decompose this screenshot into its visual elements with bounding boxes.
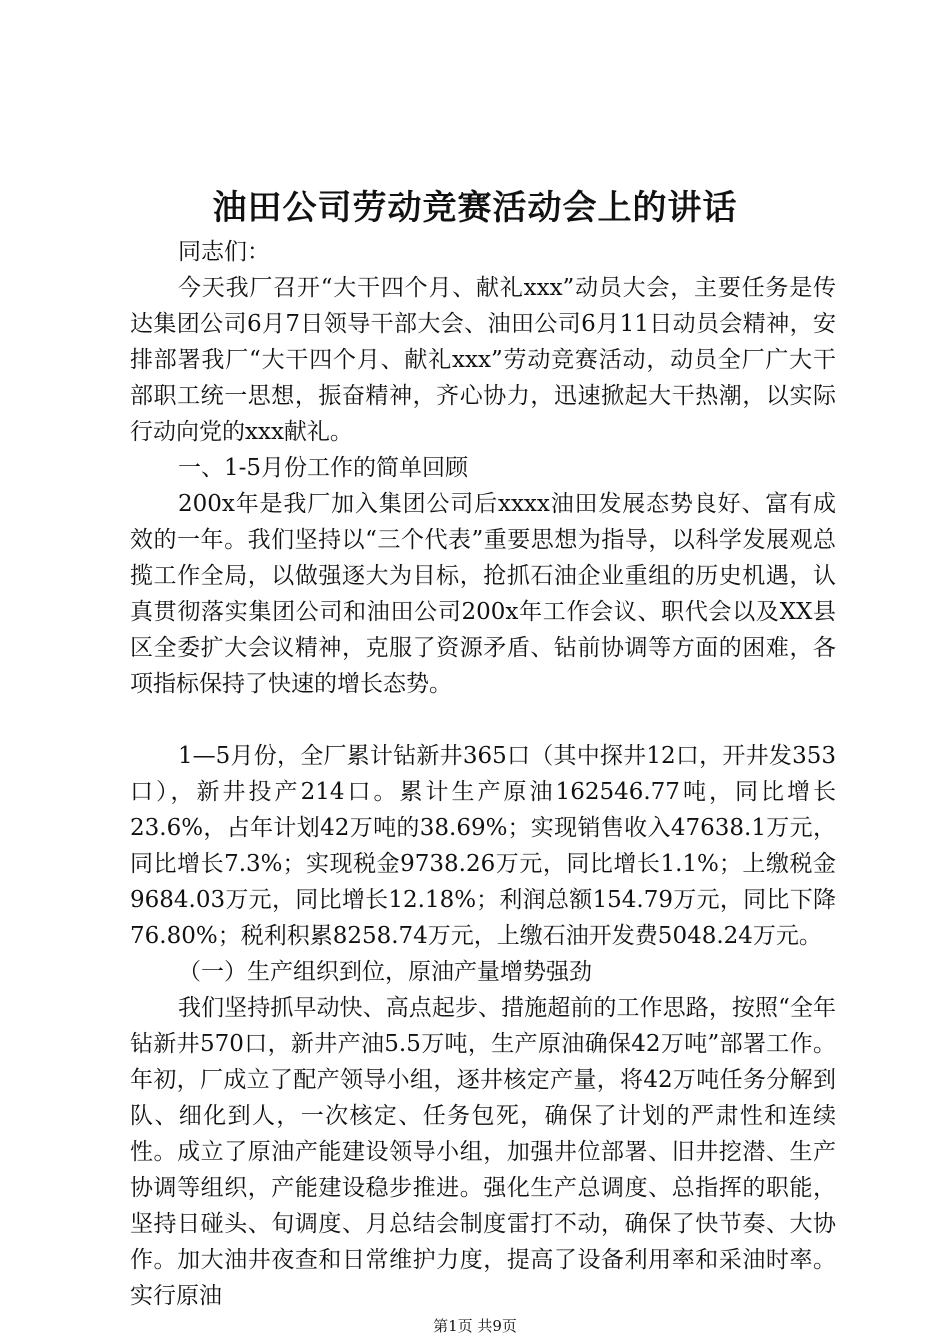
document-body	[130, 234, 836, 1314]
section-heading-review: 一、1-5月份工作的简单回顾	[178, 455, 469, 481]
paragraph-year-summary: 200x年是我厂加入集团公司后xxxx油田发展态势良好、富有成效的一年。我们坚持以“三个代表”重要思想为指导，以科学发展观总揽工作全局，以做强逐大为目标，抢抓石油企业重组的历史机遇，认真贯彻落实集团公司和油田公司200x年工作会议、职代会以及XX县区全委扩大会议精神，克服了资源矛盾、钻前协调等方面的困难，各项指标保持了快速的增长态势。	[130, 491, 836, 697]
paragraph-statistics: 1—5月份，全厂累计钻新井365口（其中探井12口，开井发353口），新井投产214口。累计生产原油162546.77吨，同比增长23.6%，占年计划42万吨的38.69%；实现销售收入47638.1万元，同比增长7.3%；实现税金9738.26万元，同比增长1.1%；上缴税金9684.03万元，同比增长12.18%；利润总额154.79万元，同比下降76.80%；税利积累8258.74万元，上缴石油开发费5048.24万元。	[130, 743, 836, 949]
subsection-heading-production: （一）生产组织到位，原油产量增势强劲	[178, 959, 592, 985]
salutation: 同志们：	[178, 239, 270, 265]
document-title: 油田公司劳动竞赛活动会上的讲话	[212, 188, 738, 228]
paragraph-intro: 今天我厂召开“大干四个月、献礼xxx”动员大会，主要任务是传达集团公司6月7日领导干部大会、油田公司6月11日动员会精神，安排部署我厂“大干四个月、献礼xxx”劳动竞赛活动，动员全厂广大干部职工统一思想，振奋精神，齐心协力，迅速掀起大干热潮，以实际行动向党的xxx献礼。	[130, 275, 836, 445]
paragraph-production: 我们坚持抓早动快、高点起步、措施超前的工作思路，按照“全年钻新井570口，新井产油5.5万吨，生产原油确保42万吨”部署工作。年初，厂成立了配产领导小组，逐井核定产量，将42万吨任务分解到队、细化到人，一次核定、任务包死，确保了计划的严肃性和连续性。成立了原油产能建设领导小组，加强井位部署、旧井挖潜、生产协调等组织，产能建设稳步推进。强化生产总调度、总指挥的职能，坚持日碰头、旬调度、月总结会制度雷打不动，确保了快节奏、大协作。加大油井夜查和日常维护力度，提高了设备利用率和采油时率。实行原油	[130, 995, 836, 1309]
page-number: 第1页 共9页	[433, 1317, 517, 1335]
